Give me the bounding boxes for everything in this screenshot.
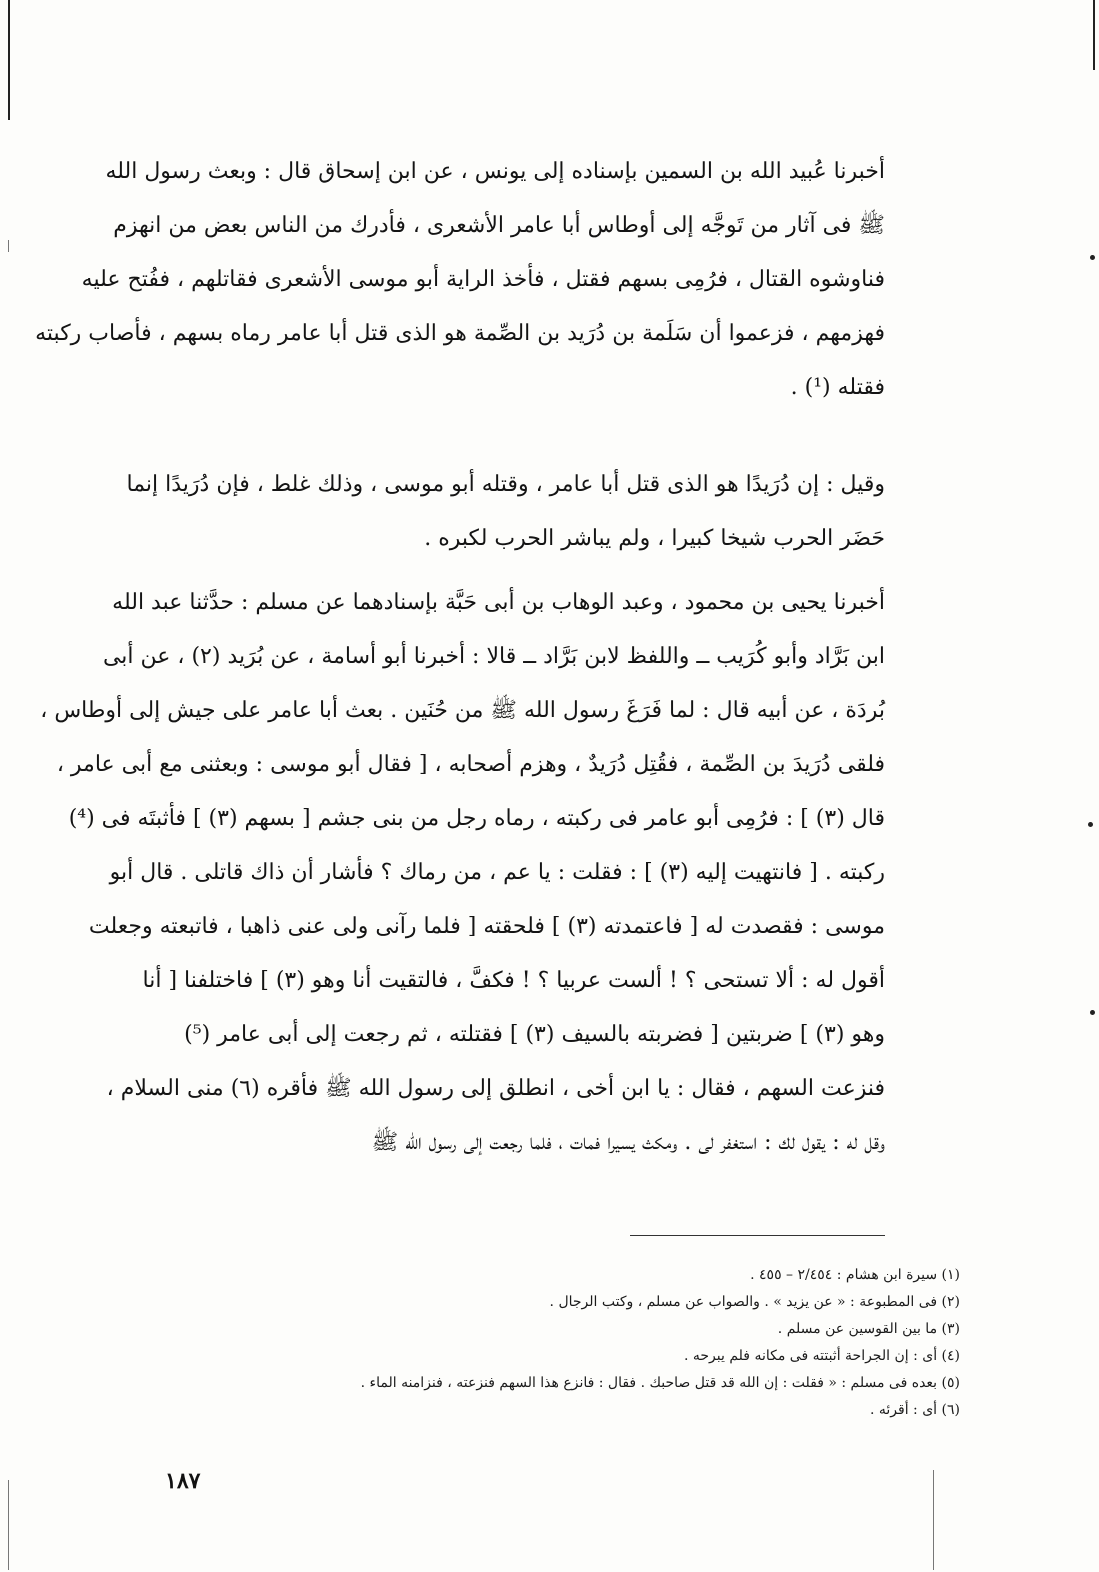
text-line: فنزعت السهم ، فقال : يا ابن أخى ، انطلق إلى رسول الله ﷺ فأقره (٦) منى السلام ، <box>106 1076 885 1101</box>
scan-edge-line-left <box>8 0 10 120</box>
page-number: ١٨٧ <box>165 1468 201 1494</box>
text-line: قال (٣) ] : فرُمِى أبو عامر فى ركبته ، رماه رجل من بنى جشم [ بسهم (٣) ] فأثبتَه فى (⁴) <box>68 806 885 831</box>
scan-dot <box>1088 822 1093 827</box>
footnote: (٣) ما بين القوسين عن مسلم . <box>777 1321 960 1337</box>
footnote: (٦) أى : أقرئه . <box>870 1402 960 1418</box>
scan-dot <box>1090 1010 1095 1015</box>
text-line: ركبته . [ فانتهيت إليه (٣) ] : فقلت : يا عم ، من رماك ؟ فأشار أن ذاك قاتلى . قال أبو <box>109 860 885 885</box>
paragraph-2 <box>126 458 885 566</box>
text-line: أخبرنا عُبيد الله بن السمين بإسناده إلى يونس ، عن ابن إسحاق قال : وبعث رسول الله <box>105 159 885 184</box>
scan-dot <box>1090 255 1095 260</box>
scan-mark <box>8 1480 9 1570</box>
footnote-separator <box>630 1235 885 1236</box>
scan-mark <box>8 240 9 252</box>
paragraph-3 <box>40 576 885 1170</box>
footnote: (٤) أى : إن الجراحة أثبتته فى مكانه فلم يبرحه . <box>684 1348 960 1364</box>
scan-mark <box>933 1470 934 1570</box>
text-line: وقيل : إن دُرَيدًا هو الذى قتل أبا عامر ، وقتله أبو موسى ، وذلك غلط ، فإن دُرَيدًا إنما <box>126 472 885 497</box>
text-line: حَضَر الحرب شيخا كبيرا ، ولم يباشر الحرب لكبره . <box>424 526 885 551</box>
text-line: وقل له : يقول لك : استغفر لى . ومكث يسيرا فمات ، فلما رجعت إلى رسول الله ﷺ <box>371 1130 885 1155</box>
text-line: أخبرنا يحيى بن محمود ، وعبد الوهاب بن أبى حَبَّة بإسنادهما عن مسلم : حدَّثنا عبد الله <box>112 590 885 615</box>
text-line: ابن بَرَّاد وأبو كُرَيب ــ واللفظ لابن بَرَّاد ــ قالا : أخبرنا أبو أسامة ، عن بُرَيد (٢) ، عن أبى <box>102 644 885 669</box>
text-line: فهزمهم ، فزعموا أن سَلَمة بن دُرَيد بن الصِّمة هو الذى قتل أبا عامر رماه بسهم ، فأصاب ركبته <box>35 321 885 346</box>
text-line: فقتله (¹) . <box>790 375 885 400</box>
footnote: (٢) فى المطبوعة : « عن يزيد » . والصواب عن مسلم ، وكتب الرجال . <box>549 1294 960 1310</box>
scan-edge-line-right <box>1093 0 1095 70</box>
footnote: (٥) بعده فى مسلم : « فقلت : إن الله قد قتل صاحبك . فقال : فانزع هذا السهم فنزعته ، فنزامنه الماء . <box>360 1375 960 1391</box>
text-line: فناوشوه القتال ، فرُمِى بسهم فقتل ، فأخذ الراية أبو موسى الأشعرى فقاتلهم ، ففُتح عليه <box>81 267 885 292</box>
text-line: أقول له : ألا تستحى ؟ ! ألست عربيا ؟ ! فكفَّ ، فالتقيت أنا وهو (٣) ] فاختلفنا [ أنا <box>142 968 885 993</box>
text-line: موسى : فقصدت له [ فاعتمدته (٣) ] فلحقته [ فلما رآنى ولى عنى ذاهبا ، فاتبعته وجعلت <box>88 914 885 939</box>
footnote: (١) سيرة ابن هشام : ٢/٤٥٤ – ٤٥٥ . <box>750 1267 960 1283</box>
paragraph-1 <box>35 145 885 415</box>
footnotes <box>240 1262 960 1424</box>
text-line: وهو (٣) ] ضربتين [ فضربته بالسيف (٣) ] فقتلته ، ثم رجعت إلى أبى عامر (⁵) <box>184 1022 885 1047</box>
text-line: ﷺ فى آثار من تَوجَّه إلى أوطاس أبا عامر الأشعرى ، فأدرك من الناس بعض من انهزم <box>113 213 885 238</box>
text-line: فلقى دُرَيدَ بن الصِّمة ، فقُتِل دُرَيدٌ ، وهزم أصحابه ، [ فقال أبو موسى : وبعثنى مع أبى عامر ، <box>56 752 885 777</box>
text-line: بُردَة ، عن أبيه قال : لما فَرَغَ رسول الله ﷺ من حُنَين . بعث أبا عامر على جيش إلى أوطاس ، <box>40 698 885 723</box>
